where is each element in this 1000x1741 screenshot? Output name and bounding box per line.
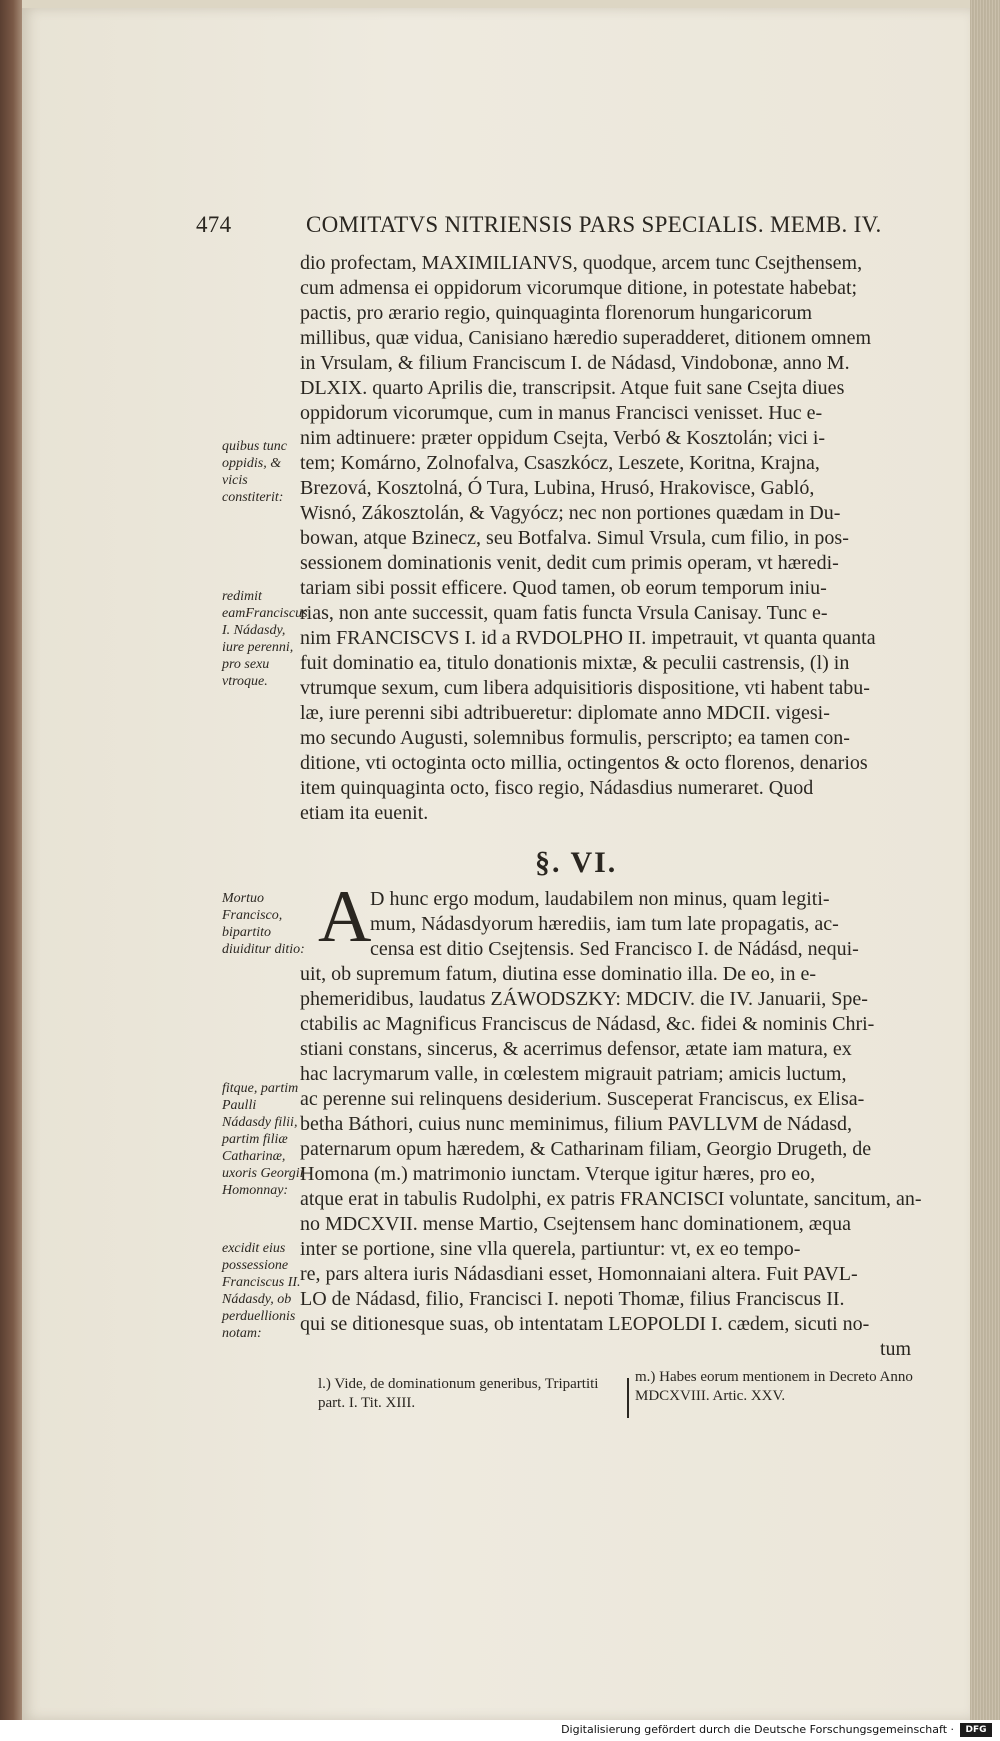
section-line: tum — [880, 1338, 912, 1360]
page-number: 474 — [196, 212, 232, 237]
section-line: ctabilis ac Magnificus Franciscus de Nádasd, &c. fidei & nominis Chri- — [300, 1013, 875, 1035]
margin-note: excidit eius possessione Franciscus II. Nádasdy, ob perduellionis notam: — [222, 1241, 301, 1341]
body-line: mo secundo Augusti, solemnibus formulis, perscripto; ea tamen con- — [300, 727, 850, 749]
body-line: rias, non ante successit, quam fatis functa Vrsula Canisay. Tunc e- — [300, 602, 828, 624]
section-line: re, pars altera iuris Nádasdiani esset, Homonnaiani altera. Fuit PAVL- — [300, 1263, 858, 1285]
body-line: dio profectam, MAXIMILIANVS, quodque, arcem tunc Csejthensem, — [300, 252, 863, 274]
body-line: DLXIX. quarto Aprilis die, transcripsit. Atque fuit sane Csejta diues — [300, 377, 845, 399]
drop-cap: A — [318, 876, 372, 958]
body-line: Brezová, Kosztolná, Ó Tura, Lubina, Hrusó, Hrakovisce, Gabló, — [300, 477, 815, 499]
body-line: etiam ita euenit. — [300, 802, 429, 824]
section-line: Homona (m.) matrimonio iunctam. Vterque igitur hæres, pro eo, — [300, 1163, 816, 1185]
section-line: uit, ob supremum fatum, diutina esse dominatio illa. De eo, in e- — [300, 963, 817, 985]
body-line: pactis, pro ærario regio, quinquaginta florenorum hungaricorum — [300, 302, 813, 324]
body-line: sessionem dominationis venit, dedit cum primis operam, vt hæredi- — [300, 552, 839, 574]
section-line: phemeridibus, laudatus ZÁWODSZKY: MDCIV. die IV. Januarii, Spe- — [300, 988, 868, 1010]
body-line: nim FRANCISCVS I. id a RVDOLPHO II. impetrauit, vt quanta quanta — [300, 627, 876, 649]
section-line: D hunc ergo modum, laudabilem non minus, quam legiti- — [370, 888, 830, 910]
digitization-footer — [0, 1720, 1000, 1741]
body-line: ditione, vti octoginta octo millia, octingentos & octo florenos, denarios — [300, 752, 868, 774]
body-line: tem; Komárno, Zolnofalva, Csaszkócz, Leszete, Koritna, Krajna, — [300, 452, 820, 474]
body-line: fuit dominatio ea, titulo donationis mixtæ, & peculii castrensis, (l) in — [300, 652, 850, 674]
body-line: nim adtinuere: præter oppidum Csejta, Verbó & Kosztolán; vici i- — [300, 427, 826, 449]
margin-note: redimit eamFranciscus I. Nádasdy, iure perenni, pro sexu vtroque. — [222, 589, 308, 689]
footnote-l: l.) Vide, de dominationum generibus, Tripartiti part. I. Tit. XIII. — [318, 1376, 599, 1411]
body-line: millibus, quæ vidua, Canisiano hæredio superadderet, ditionem omnem — [300, 327, 872, 349]
footnote-m: m.) Habes eorum mentionem in Decreto Anno MDCXVIII. Artic. XXV. — [635, 1369, 913, 1404]
book-binding — [0, 0, 22, 1741]
margin-note: Mortuo Francisco, bipartito diuiditur ditio: — [222, 891, 305, 957]
section-line: inter se portione, sine vlla querela, partiuntur: vt, ex eo tempo- — [300, 1238, 801, 1260]
body-line: cum admensa ei oppidorum vicorumque ditione, in potestate habebat; — [300, 277, 858, 299]
body-line: vtrumque sexum, cum libera adquisitioris dispositione, vti habent tabu- — [300, 677, 870, 699]
funding-credit: Digitalisierung gefördert durch die Deutsche Forschungsgemeinschaft · — [561, 1723, 954, 1736]
section-line: betha Báthori, cuius nunc meminimus, filium PAVLLVM de Nádasd, — [300, 1113, 853, 1135]
section-line: hac lacrymarum valle, in cœlestem migrauit patriam; amicis luctum, — [300, 1063, 847, 1085]
section-line: LO de Nádasd, filio, Francisci I. nepoti Thomæ, filius Franciscus II. — [300, 1288, 845, 1310]
section-heading: §. VI. — [535, 846, 618, 879]
body-line: læ, iure perenni sibi adtribueretur: diplomate anno MDCII. vigesi- — [300, 702, 830, 724]
dfg-logo: DFG — [960, 1723, 992, 1737]
body-line: bowan, atque Bzinecz, seu Botfalva. Simul Vrsula, cum filio, in pos- — [300, 527, 849, 549]
section-line: mum, Nádasdyorum hærediis, iam tum late propagatis, ac- — [370, 913, 839, 935]
page-stack-edge — [970, 0, 1000, 1741]
section-line: stiani constans, sincerus, & acerrimus defensor, ætate iam matura, ex — [300, 1038, 852, 1060]
section-line: atque erat in tabulis Rudolphi, ex patris FRANCISCI voluntate, sancitum, an- — [300, 1188, 922, 1210]
section-line: paternarum opum hæredem, & Catharinam filiam, Georgio Drugeth, de — [300, 1138, 872, 1160]
margin-note: quibus tunc oppidis, & vicis constiterit: — [222, 439, 287, 505]
running-title: COMITATVS NITRIENSIS PARS SPECIALIS. MEMB. IV. — [306, 212, 882, 237]
footnote-divider — [627, 1378, 629, 1418]
body-line: oppidorum vicorumque, cum in manus Francisci venisset. Huc e- — [300, 402, 823, 424]
body-line: in Vrsulam, & filium Franciscum I. de Nádasd, Vindobonæ, anno M. — [300, 352, 850, 374]
margin-note: fitque, partim Paulli Nádasdy filii, partim filiæ Catharinæ, uxoris Georgii Homonnay: — [222, 1081, 304, 1198]
section-line: qui se ditionesque suas, ob intentatam LEOPOLDI I. cædem, sicuti no- — [300, 1313, 870, 1335]
section-line: no MDCXVII. mense Martio, Csejtensem hanc dominationem, æqua — [300, 1213, 852, 1235]
body-line: tariam sibi possit efficere. Quod tamen, ob eorum temporum iniu- — [300, 577, 827, 599]
body-line: item quinquaginta octo, fisco regio, Nádasdius numeraret. Quod — [300, 777, 814, 799]
section-line: ac perenne sui relinquens desiderium. Susceperat Franciscus, ex Elisa- — [300, 1088, 865, 1110]
body-line: Wisnó, Zákosztolán, & Vagyócz; nec non portiones quædam in Du- — [300, 502, 841, 524]
section-line: censa est ditio Csejtensis. Sed Francisco I. de Nádásd, nequi- — [370, 938, 859, 960]
